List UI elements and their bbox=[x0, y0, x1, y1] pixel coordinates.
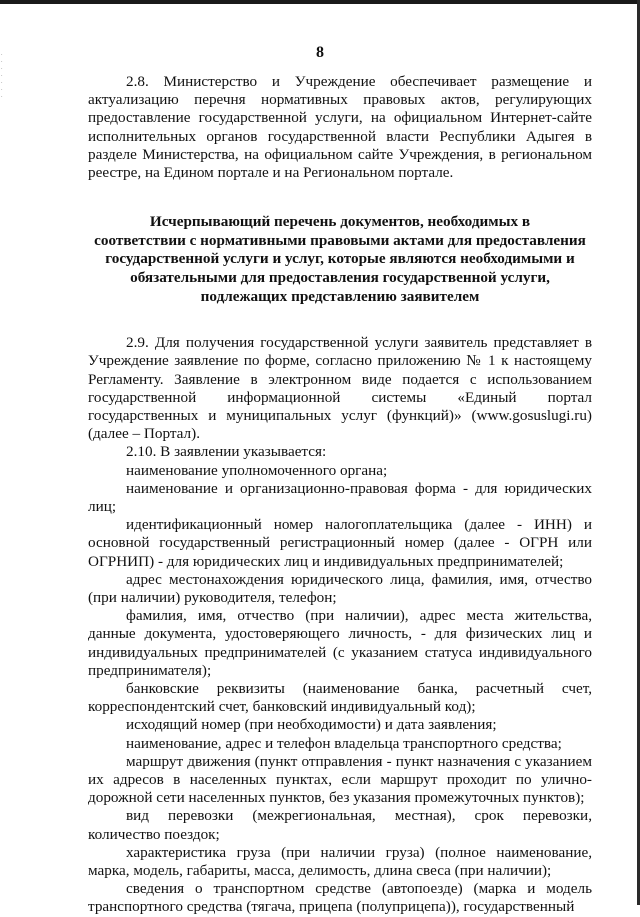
list-item: адрес местонахождения юридического лица, фамилия, имя, отчество (при наличии) руководителя, телефон; bbox=[88, 570, 592, 607]
margin-mark: · bbox=[1, 73, 3, 79]
scan-top-border bbox=[0, 0, 640, 4]
list-item: характеристика груза (при наличии груза) (полное наименование, марка, модель, габариты, масса, делимость, длина свеса (при наличии); bbox=[88, 843, 592, 880]
list-item: банковские реквизиты (наименование банка, расчетный счет, корреспондентский счет, банковский индивидуальный код); bbox=[88, 680, 592, 716]
list-item: маршрут движения (пункт отправления - пункт назначения с указанием их адресов в населенных пунктах, если маршрут проходит по улично-дорожной сети населенных пунктов, без указания промежуточных пунктов); bbox=[88, 752, 592, 807]
list-item: наименование уполномоченного органа; bbox=[126, 461, 388, 479]
margin-mark: · bbox=[1, 87, 3, 93]
section-heading bbox=[88, 213, 592, 306]
paragraph-2-9: 2.9. Для получения государственной услуги заявитель представляет в Учреждение заявление по форме, согласно приложению № 1 к настоящему Регламенту. Заявление в электронном виде подается с использованием государственной информационной системы «Единый портал государственных и муниципальных услуг (функций)» (www.gosuslugi.ru) (далее – Портал). bbox=[88, 334, 592, 443]
list-item: наименование и организационно-правовая форма - для юридических лиц; bbox=[88, 479, 592, 516]
heading-line: Исчерпывающий перечень документов, необходимых в bbox=[149, 213, 531, 231]
paragraph-2-8: 2.8. Министерство и Учреждение обеспечивает размещение и актуализацию перечня нормативных правовых актов, регулирующих предоставление государственной услуги, на официальном Интернет-сайте исполнительных органов государственной власти Республики Адыгея в разделе Министерства, на официальном сайте Учреждения, в региональном реестре, на Едином портале и на Региональном портале. bbox=[88, 73, 592, 182]
margin-mark: · bbox=[1, 59, 3, 65]
list-item: исходящий номер (при необходимости) и дата заявления; bbox=[126, 716, 497, 734]
margin-mark: · bbox=[1, 94, 3, 100]
margin-mark: · bbox=[1, 66, 3, 72]
margin-mark: · bbox=[1, 52, 3, 58]
heading-line: государственной услуги и услуг, которые являются необходимыми и bbox=[105, 250, 575, 268]
list-item: идентификационный номер налогоплательщика (далее - ИНН) и основной государственный регистрационный номер (далее - ОГРН или ОГРНИП) - для юридических лиц и индивидуальных предпринимателей; bbox=[88, 516, 592, 570]
heading-line: обязательными для предоставления государственной услуги, bbox=[130, 269, 550, 286]
heading-line: соответствии с нормативными правовыми актами для предоставления bbox=[94, 231, 586, 249]
list-item: вид перевозки (межрегиональная, местная), срок перевозки, количество поездок; bbox=[88, 807, 592, 843]
list-item: фамилия, имя, отчество (при наличии), адрес места жительства, данные документа, удостоверяющего личность, - для физических лиц и индивидуальных предпринимателей (с указанием статуса индивидуального предпринимателя); bbox=[88, 607, 592, 679]
document-body bbox=[88, 73, 592, 917]
list-item: сведения о транспортном средстве (автопоезде) (марка и модель транспортного средства (тягача, прицепа (полуприцепа)), государственный bbox=[88, 880, 592, 916]
margin-mark: · bbox=[1, 80, 3, 86]
page-number: 8 bbox=[316, 44, 324, 61]
paragraph-2-10: 2.10. В заявлении указывается: bbox=[126, 443, 327, 461]
heading-line: подлежащих представлению заявителем bbox=[200, 287, 480, 305]
list-item: наименование, адрес и телефон владельца транспортного средства; bbox=[126, 734, 562, 752]
